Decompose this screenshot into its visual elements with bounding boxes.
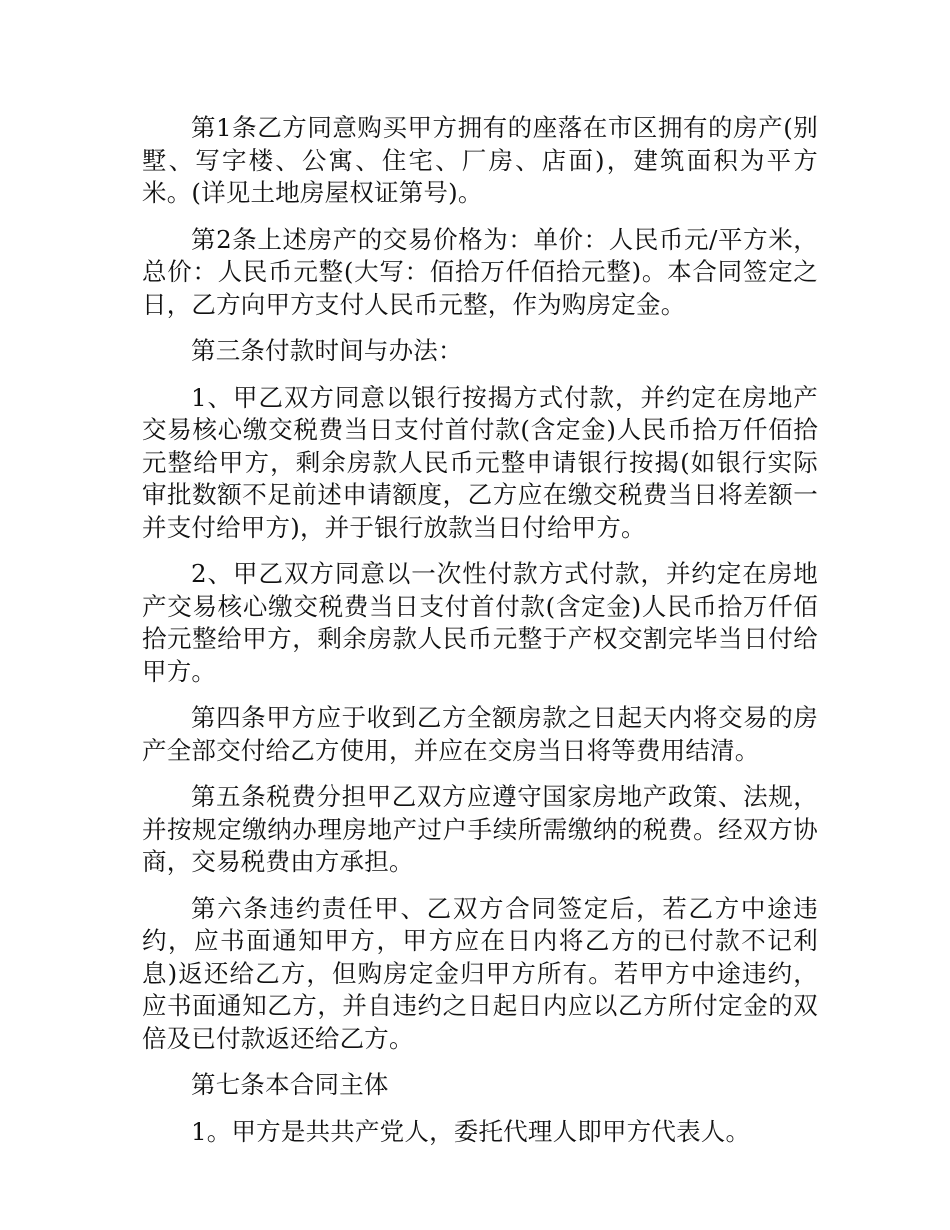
clause-3-item-2-paragraph: 2、甲乙双方同意以一次性付款方式付款，并约定在房地产交易核心缴交税费当日支付首付款(含定金)人民币拾万仟佰拾元整给甲方，剩余房款人民币元整于产权交割完毕当日付给甲方。 (142, 559, 818, 686)
clause-3-heading: 第三条付款时间与办法： (191, 336, 463, 365)
clause-1-paragraph: 第1条乙方同意购买甲方拥有的座落在市区拥有的房产(别墅、写字楼、公寓、住宅、厂房、店面)，建筑面积为平方米。(详见土地房屋权证第号)。 (142, 113, 818, 207)
clause-4-paragraph: 第四条甲方应于收到乙方全额房款之日起天内将交易的房产全部交付给乙方使用，并应在交房当日将等费用结清。 (142, 703, 818, 765)
clause-7-item-1-paragraph: 1。甲方是共共产党人，委托代理人即甲方代表人。 (191, 1116, 751, 1146)
clause-6-paragraph: 第六条违约责任甲、乙双方合同签定后，若乙方中途违约，应书面通知甲方，甲方应在日内将乙方的已付款不记利息)返还给乙方，但购房定金归甲方所有。若甲方中途违约，应书面通知乙方，并自违约之日起日内应以乙方所付定金的双倍及已付款返还给乙方。 (142, 893, 818, 1053)
clause-5-paragraph: 第五条税费分担甲乙双方应遵守国家房地产政策、法规，并按规定缴纳办理房地产过户手续所需缴纳的税费。经双方协商，交易税费由方承担。 (142, 782, 818, 876)
document-body (142, 112, 818, 1162)
clause-3-item-1-paragraph: 1、甲乙双方同意以银行按揭方式付款，并约定在房地产交易核心缴交税费当日支付首付款(含定金)人民币拾万仟佰拾元整给甲方，剩余房款人民币元整申请银行按揭(如银行实际审批数额不足前述申请额度，乙方应在缴交税费当日将差额一并支付给甲方)，并于银行放款当日付给甲方。 (142, 382, 818, 542)
clause-7-heading: 第七条本合同主体 (191, 1070, 389, 1099)
clause-2-paragraph: 第2条上述房产的交易价格为：单价：人民币元/平方米，总价：人民币元整(大写：佰拾万仟佰拾元整)。本合同签定之日，乙方向甲方支付人民币元整，作为购房定金。 (142, 224, 818, 319)
